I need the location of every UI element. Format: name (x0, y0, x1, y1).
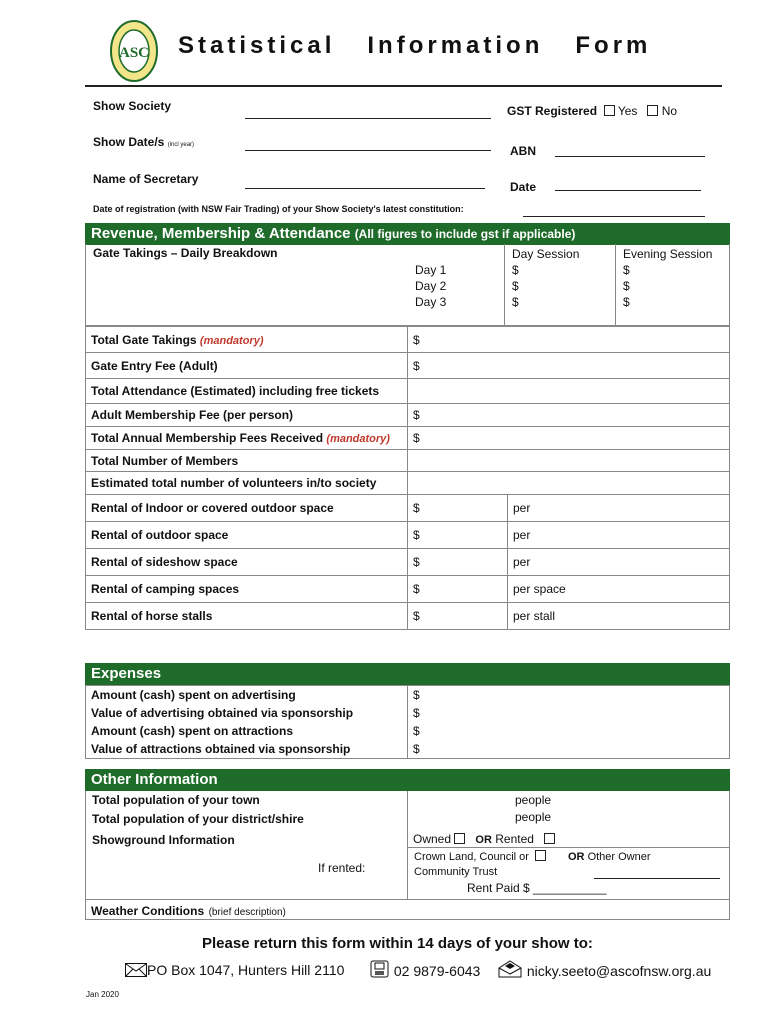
dollar-sign: $ (413, 609, 420, 623)
other-owner-block (568, 851, 651, 863)
expense-label: Amount (cash) spent on attractions (91, 724, 294, 738)
table-row (86, 472, 730, 495)
members-label: Total Number of Members (86, 450, 408, 472)
or-label: OR (568, 851, 585, 863)
email-row (497, 960, 711, 979)
mandatory-tag: (mandatory) (199, 334, 264, 347)
day-2-day-amount[interactable]: $ (512, 279, 519, 293)
expense-amount[interactable]: $ (413, 742, 420, 756)
date-field[interactable] (555, 190, 701, 191)
community-trust-label: Community Trust (414, 866, 498, 878)
owned-label: Owned (413, 832, 452, 846)
day-1-label: Day 1 (415, 263, 447, 277)
rented-checkbox[interactable] (544, 833, 555, 844)
return-text: Please return this form within 14 days of your show to: (202, 935, 593, 952)
rental-label: Rental of sideshow space (86, 549, 408, 576)
table-row (86, 686, 730, 759)
town-people[interactable]: people (515, 793, 552, 807)
secretary-field[interactable] (245, 188, 485, 189)
annual-fees-input[interactable] (408, 427, 730, 450)
day-3-evening-amount[interactable]: $ (623, 295, 630, 309)
expenses-heading: Expenses (85, 663, 730, 685)
other-owner-label: Other Owner (587, 851, 651, 863)
attendance-label: Total Attendance (Estimated) including free tickets (86, 379, 408, 404)
dollar-sign: $ (413, 431, 420, 445)
rental-label: Rental of horse stalls (86, 603, 408, 630)
show-dates-note: (incl year) (167, 142, 195, 148)
table-row (86, 495, 730, 522)
other-divider (407, 791, 408, 900)
expense-amount[interactable]: $ (413, 706, 420, 720)
rental-amount-input[interactable] (408, 495, 508, 522)
expense-amount[interactable]: $ (413, 688, 420, 702)
rental-label: Rental of camping spaces (86, 576, 408, 603)
dollar-sign: $ (413, 555, 420, 569)
day-3-label: Day 3 (415, 295, 447, 309)
mandatory-tag: (mandatory) (326, 433, 390, 445)
envelope-icon (125, 963, 147, 977)
title-rule (85, 85, 722, 87)
rental-unit-input[interactable] (508, 603, 730, 630)
revenue-table (85, 326, 730, 630)
phone-icon (370, 960, 390, 978)
address-row (125, 962, 344, 978)
weather-row (91, 902, 286, 920)
rental-unit-input[interactable] (508, 549, 730, 576)
annual-fees-label: Total Annual Membership Fees Received (91, 431, 324, 445)
registration-label: Date of registration (with NSW Fair Trading) of your Show Society's latest constitution: (93, 204, 464, 214)
gst-yes-checkbox[interactable] (604, 105, 615, 116)
owned-checkbox[interactable] (454, 833, 465, 844)
gate-fee-label: Gate Entry Fee (Adult) (86, 353, 408, 379)
table-row (86, 450, 730, 472)
total-gate-label: Total Gate Takings (91, 332, 197, 347)
table-row (86, 576, 730, 603)
show-society-field[interactable] (245, 118, 491, 119)
rental-unit: per space (513, 582, 566, 596)
dollar-sign: $ (413, 582, 420, 596)
ownership-row (413, 832, 555, 846)
if-rented-label: If rented: (318, 861, 366, 875)
table-row (86, 427, 730, 450)
rental-unit: per (513, 528, 531, 542)
email-text[interactable]: nicky.seeto@ascofnsw.org.au (526, 963, 712, 979)
gst-no-checkbox[interactable] (647, 105, 658, 116)
volunteers-input[interactable] (408, 472, 730, 495)
day-2-label: Day 2 (415, 279, 447, 293)
dollar-sign: $ (413, 332, 420, 347)
rental-amount-input[interactable] (408, 603, 508, 630)
crown-land-label: Crown Land, Council or (414, 851, 529, 863)
evening-session-header: Evening Session (623, 247, 713, 261)
weather-note: (brief description) (208, 907, 286, 918)
rental-unit: per (513, 555, 531, 569)
date-code: Jan 2020 (86, 990, 119, 999)
address-text: PO Box 1047, Hunters Hill 2110 (147, 962, 345, 978)
day-1-evening-amount[interactable]: $ (623, 263, 630, 277)
rental-label: Rental of Indoor or covered outdoor space (86, 495, 408, 522)
other-heading: Other Information (85, 769, 730, 791)
annual-fees-cell (86, 427, 408, 450)
total-gate-cell (86, 327, 408, 353)
town-label: Total population of your town (92, 793, 260, 807)
or-label: OR (475, 834, 492, 846)
rental-unit-input[interactable] (508, 495, 730, 522)
expenses-labels (86, 686, 408, 759)
gate-fee-input[interactable] (408, 353, 730, 379)
rental-unit: per (513, 501, 531, 515)
show-dates-field[interactable] (245, 150, 491, 151)
registration-field[interactable] (523, 216, 705, 217)
district-label: Total population of your district/shire (92, 812, 304, 826)
table-row (86, 603, 730, 630)
expense-amount[interactable]: $ (413, 724, 420, 738)
rental-amount-input[interactable] (408, 549, 508, 576)
day-3-day-amount[interactable]: $ (512, 295, 519, 309)
adult-fee-label: Adult Membership Fee (per person) (86, 404, 408, 427)
revenue-heading (85, 223, 730, 245)
expense-label: Amount (cash) spent on advertising (91, 688, 296, 702)
revenue-heading-text: Revenue, Membership & Attendance (91, 225, 351, 242)
rental-label: Rental of outdoor space (86, 522, 408, 549)
page-title: Statistical Information Form (178, 32, 652, 59)
rental-unit-input[interactable] (508, 576, 730, 603)
secretary-label: Name of Secretary (93, 172, 199, 186)
rental-unit: per stall (513, 609, 556, 623)
gst-label: GST Registered (507, 104, 598, 118)
dollar-sign: $ (413, 528, 420, 542)
gst-yes-label: Yes (617, 104, 638, 118)
rent-paid[interactable]: Rent Paid $ ___________ (467, 881, 607, 895)
table-row (86, 353, 730, 379)
gst-no-label: No (661, 104, 678, 118)
rented-label: Rented (495, 832, 534, 846)
members-input[interactable] (408, 450, 730, 472)
evening-session-column (623, 246, 712, 310)
rental-amount-input[interactable] (408, 522, 508, 549)
dollar-sign: $ (413, 408, 420, 422)
days-list (415, 262, 446, 310)
show-society-label: Show Society (93, 99, 172, 113)
expenses-amounts[interactable] (408, 686, 730, 759)
phone-row (370, 960, 480, 979)
dollar-sign: $ (413, 358, 420, 373)
crown-land-checkbox[interactable] (535, 850, 546, 861)
show-dates-text: Show Date/s (93, 135, 165, 149)
date-label: Date (510, 180, 537, 194)
weather-label: Weather Conditions (91, 904, 205, 918)
gate-takings-label: Gate Takings – Daily Breakdown (93, 246, 278, 260)
abn-label: ABN (510, 144, 536, 158)
volunteers-label: Estimated total number of volunteers in/to society (86, 472, 408, 495)
table-row (86, 379, 730, 404)
table-row (86, 404, 730, 427)
district-people[interactable]: people (515, 810, 552, 824)
expenses-table (85, 685, 730, 759)
table-row (86, 522, 730, 549)
table-row (86, 549, 730, 576)
expense-label: Value of attractions obtained via sponsorship (91, 742, 351, 756)
table-row (86, 327, 730, 353)
revenue-heading-note: (All figures to include gst if applicable) (354, 227, 576, 241)
logo (110, 20, 158, 82)
day-2-evening-amount[interactable]: $ (623, 279, 630, 293)
day-session-column (512, 246, 579, 310)
rental-amount-input[interactable] (408, 576, 508, 603)
crown-land-line (414, 850, 546, 865)
adult-fee-input[interactable] (408, 404, 730, 427)
rental-unit-input[interactable] (508, 522, 730, 549)
dollar-sign: $ (413, 501, 420, 515)
expense-label: Value of advertising obtained via sponsorship (91, 706, 354, 720)
phone-text: 02 9879-6043 (393, 963, 481, 979)
showground-label: Showground Information (92, 833, 235, 847)
show-dates-label (93, 135, 194, 149)
total-gate-input[interactable] (408, 327, 730, 353)
attendance-input[interactable] (408, 379, 730, 404)
logo-text: ASC (118, 45, 150, 61)
gst-row (507, 104, 677, 118)
day-1-day-amount[interactable]: $ (512, 263, 519, 277)
crown-land-block (414, 850, 546, 880)
weather-divider (85, 899, 730, 900)
day-session-header: Day Session (512, 247, 580, 261)
owned-divider (407, 847, 730, 848)
abn-field[interactable] (555, 156, 705, 157)
other-owner-field[interactable] (594, 878, 720, 879)
email-icon (497, 960, 523, 978)
